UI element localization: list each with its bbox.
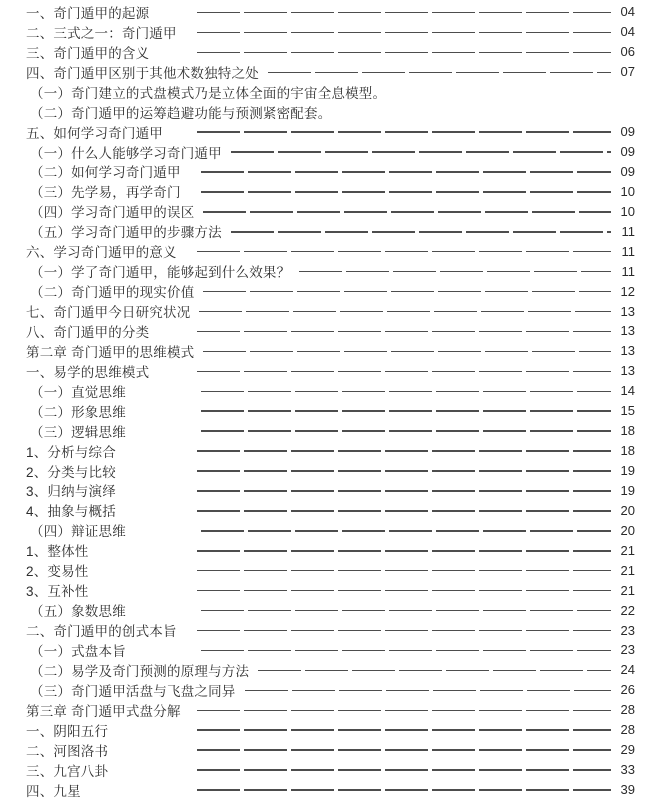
toc-page-number: 04 (620, 24, 635, 40)
toc-entry[interactable] (26, 540, 635, 560)
toc-leader-line (201, 530, 611, 532)
toc-entry[interactable] (26, 62, 635, 82)
toc-entry-label: （二）形象思维 (30, 404, 126, 420)
toc-entry[interactable] (26, 700, 635, 720)
toc-leader-line (201, 171, 611, 173)
toc-page-number: 23 (620, 642, 635, 658)
toc-entry-label: 4、抽象与概括 (26, 504, 116, 520)
toc-entry-label: 二、河图洛书 (26, 743, 109, 759)
toc-entry[interactable] (26, 341, 635, 361)
toc-entry-label: 1、整体性 (26, 544, 89, 560)
toc-entry-label: （一）学了奇门遁甲，能够起到什么效果？ (30, 265, 291, 281)
toc-leader-line (197, 630, 611, 632)
toc-leader-line (231, 151, 611, 153)
toc-entry[interactable] (26, 500, 635, 520)
toc-entry-label: 1、分析与综合 (26, 444, 116, 460)
toc-entry-label: 二、奇门遁甲的创式本旨 (26, 624, 177, 640)
toc-entry[interactable] (26, 221, 635, 241)
toc-entry-label: 四、九星 (26, 783, 81, 799)
toc-leader-line (197, 470, 611, 472)
toc-entry[interactable] (26, 640, 635, 660)
toc-entry[interactable] (26, 720, 635, 740)
toc-entry[interactable] (26, 2, 635, 22)
toc-leader-line (299, 271, 611, 273)
toc-entry[interactable] (26, 361, 635, 381)
toc-leader-line (201, 610, 611, 612)
toc-entry (26, 82, 635, 102)
toc-leader-line (197, 12, 611, 14)
toc-page-number: 18 (620, 443, 635, 459)
toc-entry-label: 六、学习奇门遁甲的意义 (26, 245, 177, 261)
toc-page-number: 09 (620, 163, 635, 179)
toc-page-number: 26 (620, 682, 635, 698)
toc-entry-label: 第二章 奇门遁甲的思维模式 (26, 344, 195, 360)
toc-page-number: 28 (620, 702, 635, 718)
toc-entry[interactable] (26, 281, 635, 301)
toc-page-number: 22 (620, 602, 635, 618)
toc-entry-label: （一）式盘本旨 (30, 643, 126, 659)
toc-entry[interactable] (26, 600, 635, 620)
toc-entry[interactable] (26, 401, 635, 421)
toc-leader-line (197, 789, 611, 791)
toc-leader-line (197, 590, 611, 592)
toc-page-number: 19 (620, 463, 635, 479)
toc-page-number: 06 (620, 44, 635, 60)
toc-entry[interactable] (26, 421, 635, 441)
toc-entry[interactable] (26, 162, 635, 182)
toc-entry-label: （二）易学及奇门预测的原理与方法 (30, 663, 250, 679)
toc-entry[interactable] (26, 381, 635, 401)
toc-page-number: 18 (620, 423, 635, 439)
toc-page-number: 12 (620, 283, 635, 299)
toc-entry[interactable] (26, 261, 635, 281)
toc-entry[interactable] (26, 520, 635, 540)
toc-page-number: 20 (620, 522, 635, 538)
toc-entry-label: （四）学习奇门遁甲的误区 (30, 205, 195, 221)
toc-entry[interactable] (26, 481, 635, 501)
toc-entry[interactable] (26, 620, 635, 640)
toc-leader-line (201, 391, 611, 393)
toc-leader-line (197, 371, 611, 373)
toc-page-number: 11 (621, 263, 635, 279)
toc-entry (26, 102, 635, 122)
toc-leader-line (245, 690, 612, 692)
toc-page-number: 11 (621, 243, 635, 259)
toc-leader-line (268, 72, 611, 74)
toc-entry[interactable] (26, 680, 635, 700)
toc-leader-line (231, 231, 611, 233)
toc-page-number: 13 (620, 363, 635, 379)
toc-leader-line (203, 351, 611, 353)
toc-entry[interactable] (26, 201, 635, 221)
toc-entry-label: （五）学习奇门遁甲的步骤方法 (30, 225, 222, 241)
toc-page-number: 28 (620, 722, 635, 738)
toc-entry-label: 八、奇门遁甲的分类 (26, 324, 150, 340)
toc-entry-label: （三）奇门遁甲活盘与飞盘之同异 (30, 683, 236, 699)
toc-page-number: 14 (620, 383, 635, 399)
toc-entry[interactable] (26, 441, 635, 461)
toc-entry-label: 2、变易性 (26, 564, 89, 580)
toc-entry-label: 3、归纳与演绎 (26, 484, 116, 500)
toc-entry-label: （三）先学易，再学奇门 (30, 185, 181, 201)
toc-entry-label: （二）奇门遁甲的运筹趋避功能与预测紧密配套。 (30, 105, 332, 121)
toc-leader-line (203, 291, 611, 293)
toc-entry[interactable] (26, 142, 635, 162)
toc-leader-line (201, 191, 611, 193)
toc-entry[interactable] (26, 560, 635, 580)
toc-leader-line (197, 729, 611, 731)
toc-entry-label: 二、三式之一：奇门遁甲 (26, 25, 177, 41)
toc-page-number: 19 (620, 482, 635, 498)
toc-page-number: 09 (620, 124, 635, 140)
toc-page-number: 20 (620, 502, 635, 518)
toc-entry[interactable] (26, 181, 635, 201)
toc-leader-line (197, 570, 611, 572)
toc-entry-label: 一、奇门遁甲的起源 (26, 5, 150, 21)
toc-entry-label: （一）什么人能够学习奇门遁甲 (30, 145, 222, 161)
toc-entry[interactable] (26, 461, 635, 481)
toc-leader-line (203, 211, 611, 213)
toc-entry-label: 四、奇门遁甲区别于其他术数独特之处 (26, 65, 259, 81)
toc-leader-line (258, 670, 611, 672)
toc-page-number: 24 (620, 662, 635, 678)
toc-entry-label: （四）辩证思维 (30, 524, 126, 540)
toc-entry-label: 一、阴阳五行 (26, 723, 109, 739)
toc-page-number: 13 (620, 343, 635, 359)
toc-entry-label: 一、易学的思维模式 (26, 364, 150, 380)
toc-entry-label: 2、分类与比较 (26, 464, 116, 480)
toc-entry[interactable] (26, 22, 635, 42)
toc-leader-line (197, 32, 611, 34)
toc-page-number: 29 (620, 742, 635, 758)
toc-entry[interactable] (26, 580, 635, 600)
toc-entry-label: （三）逻辑思维 (30, 424, 126, 440)
toc-page-number: 10 (620, 183, 635, 199)
toc-entry-label: 3、互补性 (26, 584, 89, 600)
toc-entry-label: 三、九宫八卦 (26, 763, 109, 779)
toc-entry[interactable] (26, 660, 635, 680)
toc-page-number: 07 (620, 64, 635, 80)
toc-page-number: 15 (620, 403, 635, 419)
toc-leader-line (197, 749, 611, 751)
toc-page-number: 23 (620, 622, 635, 638)
toc-page-number: 33 (620, 762, 635, 778)
toc-leader-line (197, 52, 611, 54)
toc-page-number: 21 (620, 582, 635, 598)
toc-leader-line (197, 490, 611, 492)
toc-entry-label: 七、奇门遁甲今日研究状况 (26, 305, 191, 321)
toc-leader-line (197, 710, 611, 712)
toc-page-number: 13 (620, 323, 635, 339)
toc-leader-line (197, 769, 611, 771)
toc-entry[interactable] (26, 760, 635, 780)
toc-page-number: 09 (620, 144, 635, 160)
toc-entry-label: （二）奇门遁甲的现实价值 (30, 285, 195, 301)
toc-entry[interactable] (26, 780, 635, 800)
toc-entry-label: （五）象数思维 (30, 604, 126, 620)
toc-entry-label: （一）奇门建立的式盘模式乃是立体全面的宇宙全息模型。 (30, 85, 387, 101)
toc-entry-label: （一）直觉思维 (30, 384, 126, 400)
toc-page-number: 21 (620, 542, 635, 558)
toc-entry[interactable] (26, 301, 635, 321)
toc-page-number: 10 (620, 203, 635, 219)
toc-page-number: 13 (620, 303, 635, 319)
toc-leader-line (197, 251, 611, 253)
toc-entry[interactable] (26, 241, 635, 261)
toc-leader-line (197, 550, 611, 552)
toc-entry-label: 第三章 奇门遁甲式盘分解 (26, 703, 181, 719)
toc-entry[interactable] (26, 321, 635, 341)
toc-entry-label: 五、如何学习奇门遁甲 (26, 125, 163, 141)
toc-entry-label: （二）如何学习奇门遁甲 (30, 165, 181, 181)
toc-leader-line (201, 430, 611, 432)
toc-entry[interactable] (26, 122, 635, 142)
toc-page-number: 39 (620, 782, 635, 798)
toc-entry[interactable] (26, 740, 635, 760)
toc-entry[interactable] (26, 42, 635, 62)
toc-leader-line (201, 650, 611, 652)
toc-leader-line (197, 131, 611, 133)
toc-leader-line (199, 311, 611, 313)
toc-page-number: 11 (621, 223, 635, 239)
toc-leader-line (197, 510, 611, 512)
toc-leader-line (197, 450, 611, 452)
toc-page-number: 04 (620, 4, 635, 20)
toc-leader-line (201, 410, 611, 412)
toc-entry-label: 三、奇门遁甲的含义 (26, 45, 150, 61)
toc-page-number: 21 (620, 562, 635, 578)
toc-leader-line (197, 331, 611, 333)
